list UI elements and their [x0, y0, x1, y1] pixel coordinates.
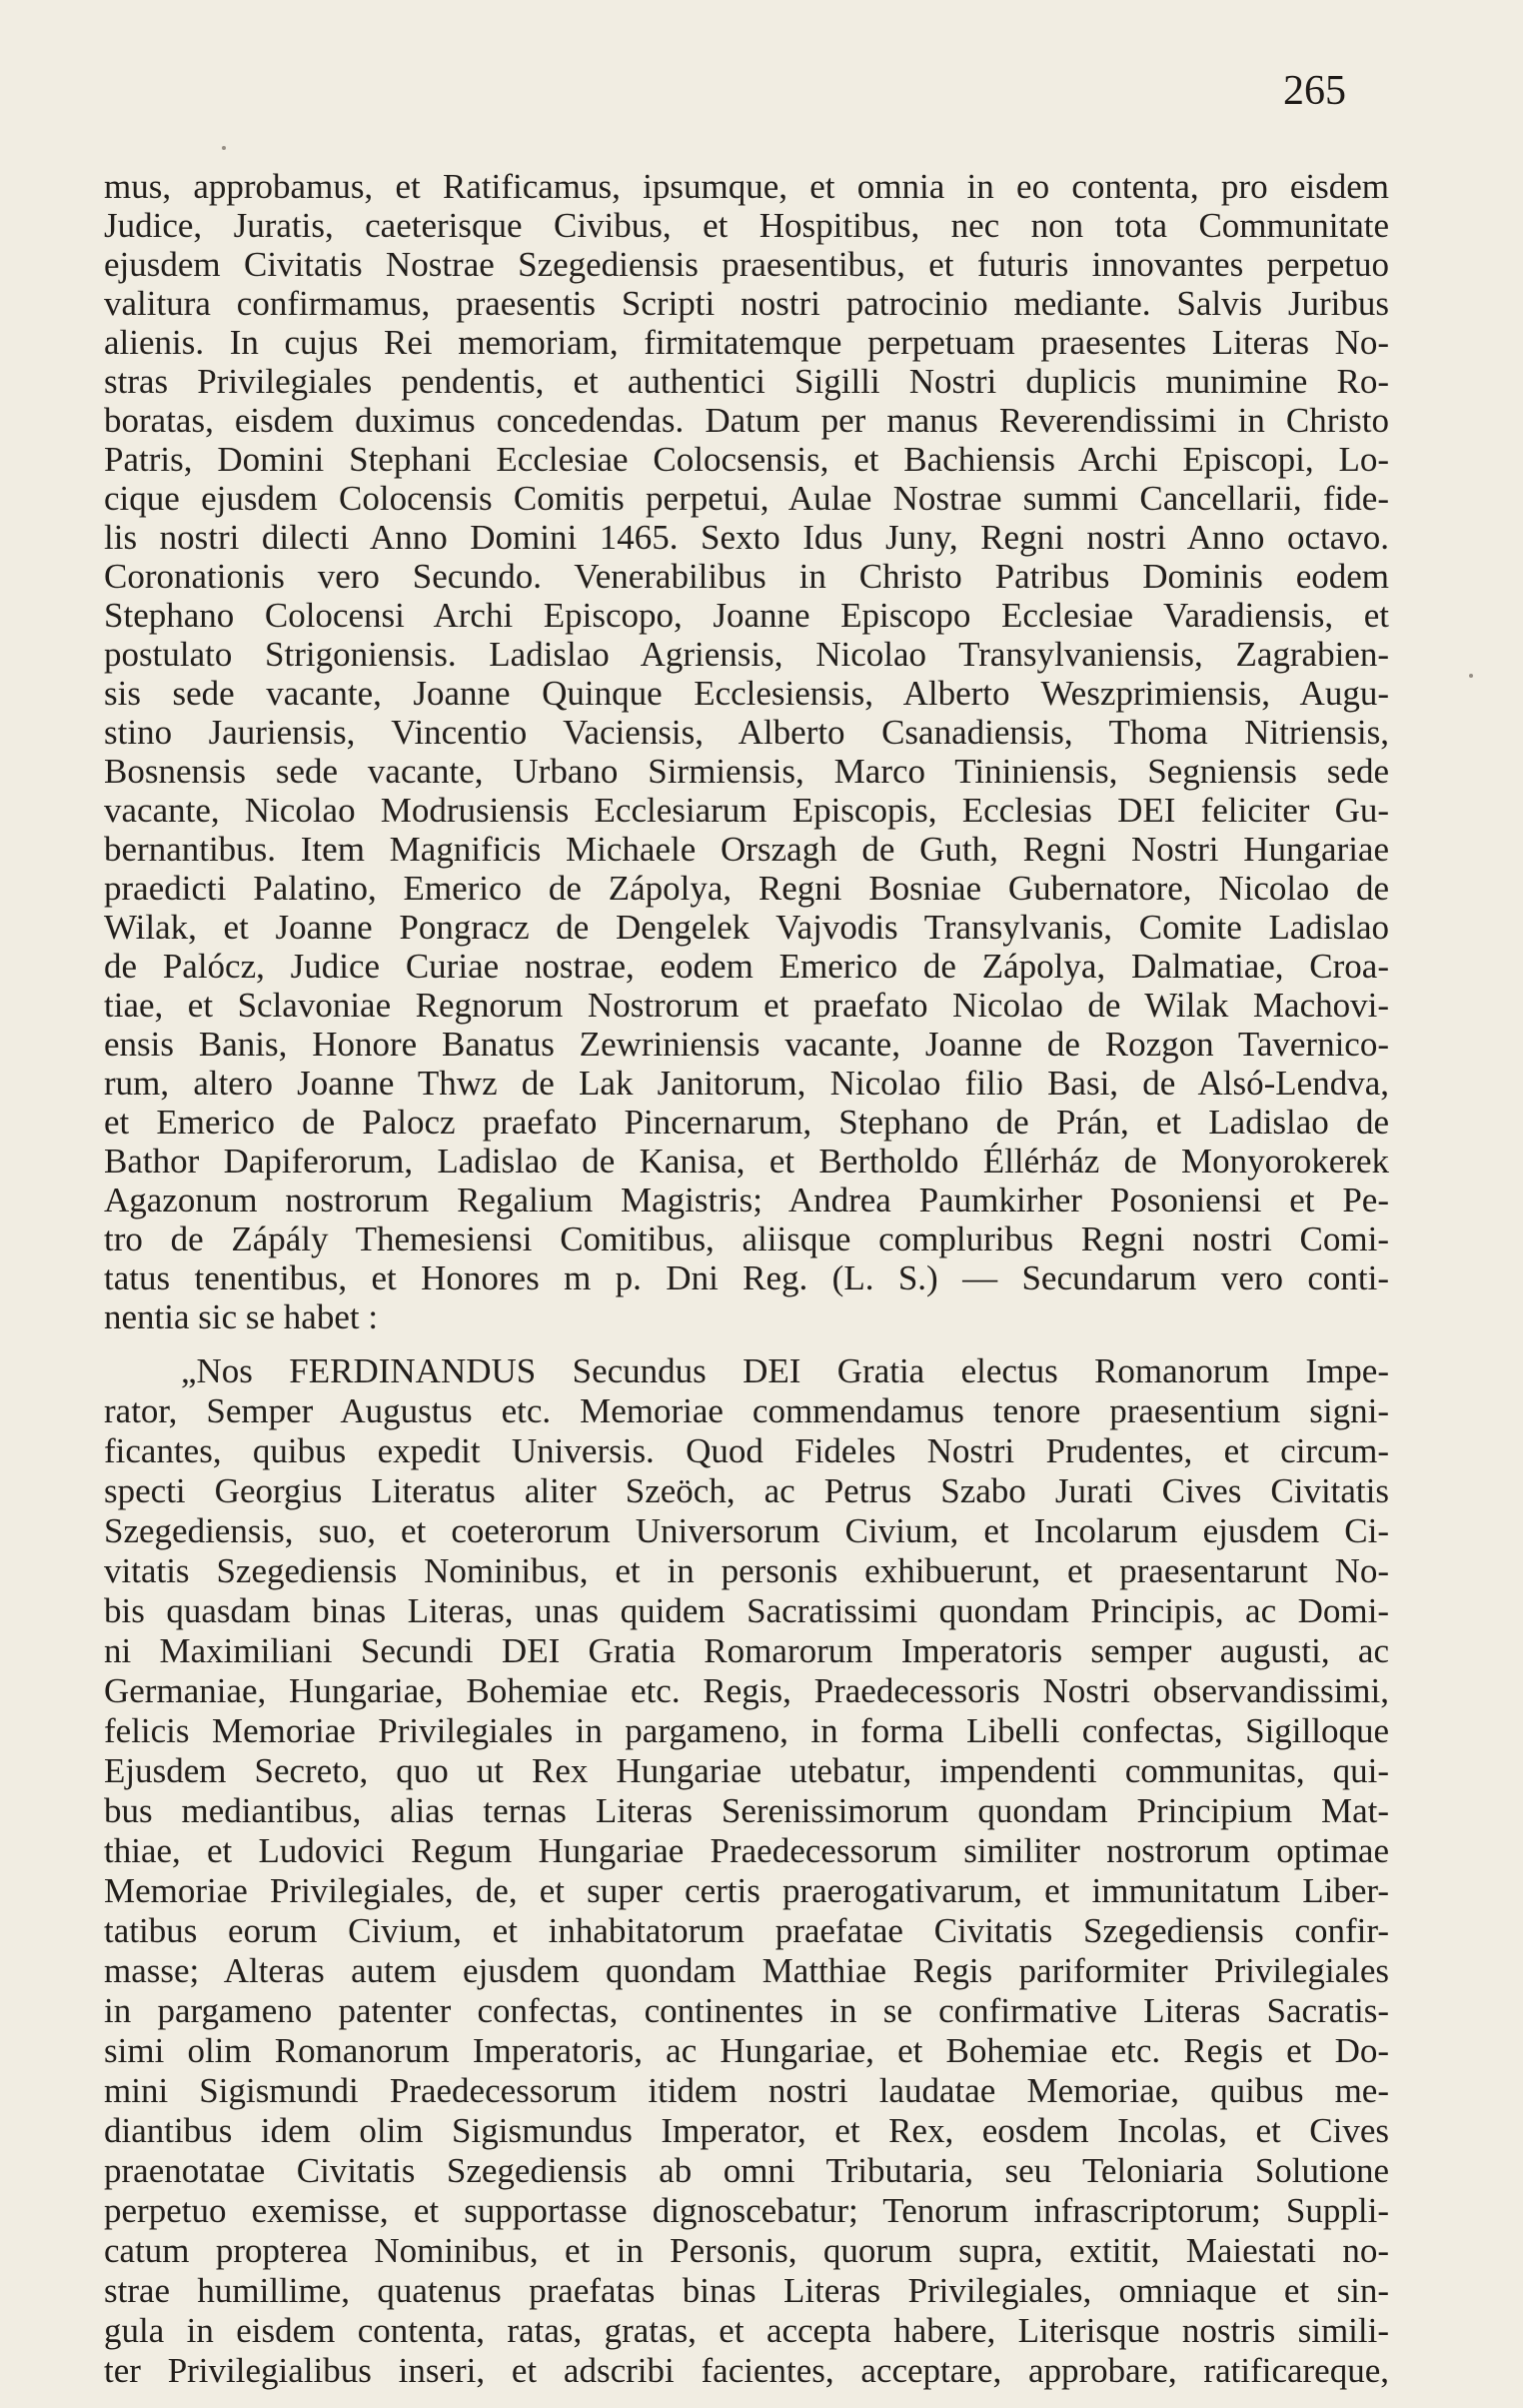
text-line: cique ejusdem Colocensis Comitis perpetui, Aulae Nostrae summi Cancellarii, fide- [104, 479, 1389, 518]
text-line: specti Georgius Literatus aliter Szeöch, ac Petrus Szabo Jurati Cives Civitatis [104, 1471, 1389, 1510]
text-line: stras Privilegiales pendentis, et authentici Sigilli Nostri duplicis munimine Ro- [104, 362, 1389, 401]
text-line: strae humillime, quatenus praefatas binas Literas Privilegiales, omniaque et sin- [104, 2271, 1389, 2310]
paragraph [104, 1351, 1389, 2391]
text-line: sis sede vacante, Joanne Quinque Ecclesiensis, Alberto Weszprimiensis, Augu- [104, 674, 1389, 713]
text-line: alienis. In cujus Rei memoriam, firmitatemque perpetuam praesentes Literas No- [104, 323, 1389, 362]
text-line: Judice, Juratis, caeterisque Civibus, et Hospitibus, nec non tota Communitate [104, 206, 1389, 245]
text-line: vacante, Nicolao Modrusiensis Ecclesiarum Episcopis, Ecclesias DEI feliciter Gu- [104, 791, 1389, 830]
text-line: boratas, eisdem duximus concedendas. Datum per manus Reverendissimi in Christo [104, 401, 1389, 440]
text-line: Stephano Colocensi Archi Episcopo, Joanne Episcopo Ecclesiae Varadiensis, et [104, 596, 1389, 635]
text-line: de Palócz, Judice Curiae nostrae, eodem Emerico de Zápolya, Dalmatiae, Croa- [104, 947, 1389, 986]
text-line: Memoriae Privilegiales, de, et super certis praerogativarum, et immunitatum Liber- [104, 1871, 1389, 1910]
text-line: Bosnensis sede vacante, Urbano Sirmiensis, Marco Tininiensis, Segniensis sede [104, 752, 1389, 791]
text-line: bernantibus. Item Magnificis Michaele Orszagh de Guth, Regni Nostri Hungariae [104, 830, 1389, 869]
text-line: felicis Memoriae Privilegiales in pargameno, in forma Libelli confectas, Sigilloque [104, 1711, 1389, 1750]
text-line: bis quasdam binas Literas, unas quidem Sacratissimi quondam Principis, ac Domi- [104, 1591, 1389, 1630]
text-line: praedicti Palatino, Emerico de Zápolya, Regni Bosniae Gubernatore, Nicolao de [104, 869, 1389, 908]
text-line: rum, altero Joanne Thwz de Lak Janitorum, Nicolao filio Basi, de Alsó-Lendva, [104, 1064, 1389, 1103]
ink-speck [222, 146, 226, 150]
text-line: Ejusdem Secreto, quo ut Rex Hungariae utebatur, impendenti communitas, qui- [104, 1751, 1389, 1790]
paragraph [104, 167, 1389, 1336]
text-line: Agazonum nostrorum Regalium Magistris; Andrea Paumkirher Posoniensi et Pe- [104, 1181, 1389, 1219]
text-line: tiae, et Sclavoniae Regnorum Nostrorum et praefato Nicolao de Wilak Machovi- [104, 986, 1389, 1025]
text-line: valitura confirmamus, praesentis Scripti nostri patrocinio mediante. Salvis Juribus [104, 284, 1389, 323]
text-line: rator, Semper Augustus etc. Memoriae commendamus tenore praesentium signi- [104, 1391, 1389, 1430]
text-line: Patris, Domini Stephani Ecclesiae Colocsensis, et Bachiensis Archi Episcopi, Lo- [104, 440, 1389, 479]
text-line: masse; Alteras autem ejusdem quondam Matthiae Regis pariformiter Privilegiales [104, 1951, 1389, 1990]
text-line: ter Privilegialibus inseri, et adscribi facientes, acceptare, approbare, ratificareque, [104, 2351, 1389, 2390]
text-line: postulato Strigoniensis. Ladislao Agriensis, Nicolao Transylvaniensis, Zagrabien- [104, 635, 1389, 674]
text-line: perpetuo exemisse, et supportasse dignoscebatur; Tenorum infrascriptorum; Suppli- [104, 2191, 1389, 2230]
text-line: mini Sigismundi Praedecessorum itidem nostri laudatae Memoriae, quibus me- [104, 2071, 1389, 2110]
text-line: lis nostri dilecti Anno Domini 1465. Sexto Idus Juny, Regni nostri Anno octavo. [104, 518, 1389, 557]
text-line: mus, approbamus, et Ratificamus, ipsumque, et omnia in eo contenta, pro eisdem [104, 167, 1389, 206]
text-line: Coronationis vero Secundo. Venerabilibus in Christo Patribus Dominis eodem [104, 557, 1389, 596]
text-line: Wilak, et Joanne Pongracz de Dengelek Vajvodis Transylvanis, Comite Ladislao [104, 908, 1389, 947]
text-line: catum propterea Nominibus, et in Personis, quorum supra, extitit, Maiestati no- [104, 2231, 1389, 2270]
text-line: praenotatae Civitatis Szegediensis ab omni Tributaria, seu Teloniaria Solutione [104, 2151, 1389, 2190]
text-line: diantibus idem olim Sigismundus Imperator, et Rex, eosdem Incolas, et Cives [104, 2111, 1389, 2150]
text-line: tatibus eorum Civium, et inhabitatorum praefatae Civitatis Szegediensis confir- [104, 1911, 1389, 1950]
text-line: ejusdem Civitatis Nostrae Szegediensis praesentibus, et futuris innovantes perpetuo [104, 245, 1389, 284]
text-line: et Emerico de Palocz praefato Pincernarum, Stephano de Prán, et Ladislao de [104, 1103, 1389, 1142]
text-line: thiae, et Ludovici Regum Hungariae Praedecessorum similiter nostrorum optimae [104, 1831, 1389, 1870]
text-line: ensis Banis, Honore Banatus Zewriniensis vacante, Joanne de Rozgon Tavernico- [104, 1025, 1389, 1064]
text-line: vitatis Szegediensis Nominibus, et in personis exhibuerunt, et praesentarunt No- [104, 1551, 1389, 1590]
text-line: ni Maximiliani Secundi DEI Gratia Romarorum Imperatoris semper augusti, ac [104, 1631, 1389, 1670]
text-line: tatus tenentibus, et Honores m p. Dni Reg. (L. S.) — Secundarum vero conti- [104, 1258, 1389, 1297]
text-line: in pargameno patenter confectas, continentes in se confirmative Literas Sacratis- [104, 1991, 1389, 2030]
page-number: 265 [1283, 68, 1346, 114]
text-line: tro de Zápály Themesiensi Comitibus, aliisque compluribus Regni nostri Comi- [104, 1219, 1389, 1258]
text-line: simi olim Romanorum Imperatoris, ac Hungariae, et Bohemiae etc. Regis et Do- [104, 2031, 1389, 2070]
text-line: Szegediensis, suo, et coeterorum Universorum Civium, et Incolarum ejusdem Ci- [104, 1511, 1389, 1550]
text-line: stino Jauriensis, Vincentio Vaciensis, Alberto Csanadiensis, Thoma Nitriensis, [104, 713, 1389, 752]
text-line: bus mediantibus, alias ternas Literas Serenissimorum quondam Principium Mat- [104, 1791, 1389, 1830]
text-line: Germaniae, Hungariae, Bohemiae etc. Regis, Praedecessoris Nostri observandissimi, [104, 1671, 1389, 1710]
text-line: nentia sic se habet : [104, 1297, 379, 1336]
ink-speck [1469, 674, 1473, 678]
text-line: ficantes, quibus expedit Universis. Quod Fideles Nostri Prudentes, et circum- [104, 1431, 1389, 1470]
text-line: „Nos FERDINANDUS Secundus DEI Gratia electus Romanorum Impe- [181, 1351, 1389, 1390]
text-line: Bathor Dapiferorum, Ladislao de Kanisa, et Bertholdo Éllérház de Monyorokerek [104, 1142, 1389, 1181]
text-line: gula in eisdem contenta, ratas, gratas, et accepta habere, Literisque nostris simili- [104, 2311, 1389, 2350]
